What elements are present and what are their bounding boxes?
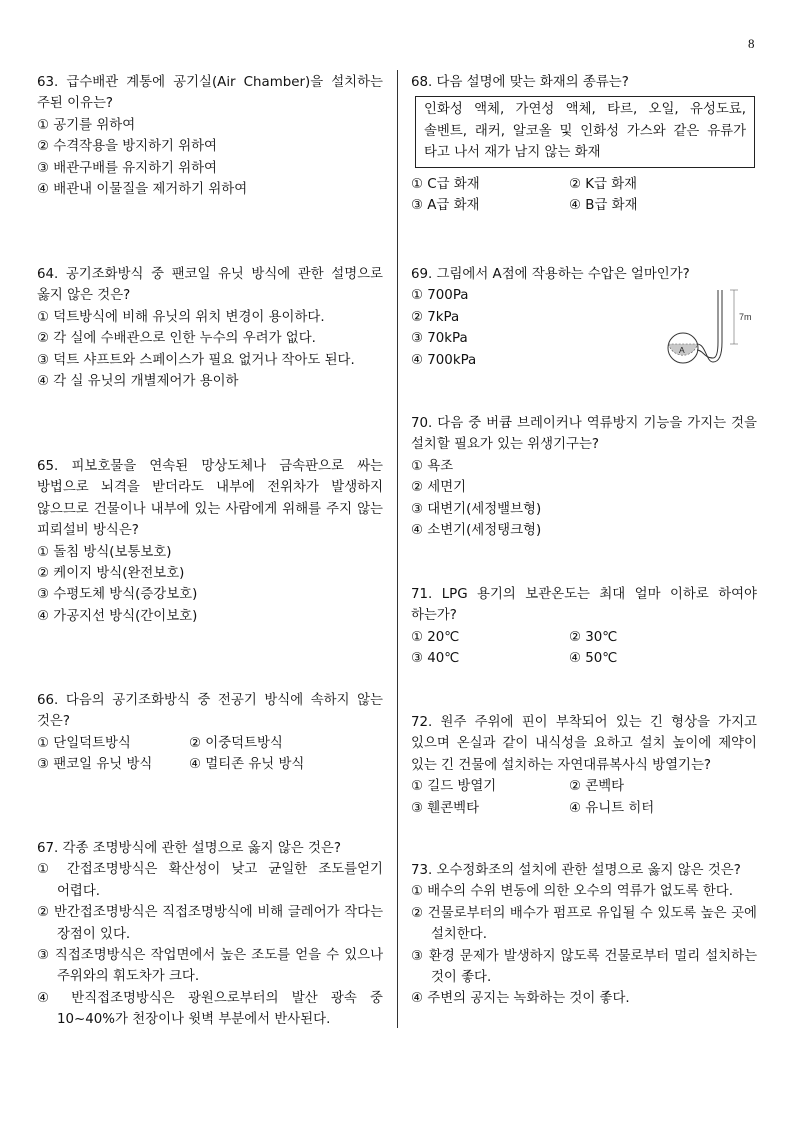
answer-option-1[interactable]: ① 공기를 위하여	[37, 117, 136, 133]
answer-option-4[interactable]: ④ 유니트 히터	[569, 800, 655, 816]
question-66	[37, 690, 383, 776]
question-stem: 71. LPG 용기의 보관온도는 최대 얼마 이하로 하여야 하는가?	[411, 587, 757, 624]
answer-option-4[interactable]: ④ 각 실 유닛의 개별제어가 용이하	[37, 374, 239, 390]
question-65	[37, 456, 383, 627]
question-stem: 73. 오수정화조의 설치에 관한 설명으로 옳지 않은 것은?	[411, 863, 741, 878]
answer-option-3[interactable]: ③ 대변기(세정밸브형)	[411, 501, 542, 517]
height-label: 7m	[739, 312, 752, 322]
answer-option-1[interactable]: ① 간접조명방식은 확산성이 낮고 균일한 조도를얻기 어렵다.	[37, 862, 383, 899]
question-64	[37, 264, 383, 392]
answer-row	[411, 195, 757, 216]
answer-option-3[interactable]: ③ 휀콘벡타	[411, 800, 480, 816]
question-stem: 69. 그림에서 A점에 작용하는 수압은 얼마인가?	[411, 267, 690, 282]
answer-option-3[interactable]: ③ 덕트 샤프트와 스페이스가 필요 없거나 작아도 된다.	[37, 352, 355, 368]
description-box: 인화성 액체, 가연성 액체, 타르, 오일, 유성도료, 솔벤트, 래커, 알코올 및 인화성 가스와 같은 유류가 타고 나서 재가 남지 않는 화재	[415, 96, 755, 167]
answer-option-2[interactable]: ② 콘벡타	[569, 779, 625, 795]
answer-option-1[interactable]: ① 돌침 방식(보통보호)	[37, 544, 172, 560]
question-stem: 64. 공기조화방식 중 팬코일 유닛 방식에 관한 설명으로 옳지 않은 것은?	[37, 267, 383, 304]
answer-option-1[interactable]: ① 20℃	[411, 629, 460, 645]
answer-option-1[interactable]: ① 욕조	[411, 458, 454, 474]
answer-option-4[interactable]: ④ 배관내 이물질을 제거하기 위하여	[37, 182, 248, 198]
answer-option-4[interactable]: ④ 50℃	[569, 651, 618, 667]
answer-option-2[interactable]: ② 건물로부터의 배수가 펌프로 유입될 수 있도록 높은 곳에 설치한다.	[411, 905, 757, 943]
answer-option-4[interactable]: ④ 주변의 공지는 녹화하는 것이 좋다.	[411, 991, 630, 1007]
question-stem: 70. 다음 중 버큠 브레이커나 역류방지 기능을 가지는 것을 설치할 필요가 있는 위생기구는?	[411, 416, 757, 453]
question-69	[411, 264, 757, 371]
question-stem: 66. 다음의 공기조화방식 중 전공기 방식에 속하지 않는 것은?	[37, 693, 383, 730]
answer-option-2[interactable]: ② 세면기	[411, 480, 467, 496]
answer-option-1[interactable]: ① 배수의 수위 변동에 의한 오수의 역류가 없도록 한다.	[411, 884, 733, 900]
question-stem: 72. 원주 주위에 핀이 부착되어 있는 긴 형상을 가지고 있으며 온실과 같이 내식성을 요하고 설치 높이에 제약이 있는 긴 건물에 설치하는 자연대류복사식 방열기는?	[411, 715, 757, 773]
answer-option-4[interactable]: ④ 멀티존 유닛 방식	[189, 757, 305, 773]
answer-option-4[interactable]: ④ 반직접조명방식은 광원으로부터의 발산 광속 중 10~40%가 천장이나 윗벽 부분에서 반사된다.	[37, 990, 383, 1028]
answer-option-1[interactable]: ① 단일덕트방식	[37, 735, 131, 751]
answer-option-3[interactable]: ③ 팬코일 유닛 방식	[37, 757, 153, 773]
answer-option-3[interactable]: ③ 70kPa	[411, 331, 468, 347]
question-67	[37, 838, 383, 1031]
answer-option-3[interactable]: ③ 환경 문제가 발생하지 않도록 건물로부터 멀리 설치하는 것이 좋다.	[411, 948, 757, 986]
answer-row	[411, 798, 757, 819]
question-73	[411, 860, 757, 1010]
answer-row	[37, 733, 383, 754]
answer-row	[411, 776, 757, 797]
answer-option-3[interactable]: ③ 직접조명방식은 작업면에서 높은 조도를 얻을 수 있으나 주위와의 휘도차가 크다.	[37, 948, 383, 985]
answer-option-4[interactable]: ④ 소변기(세정탱크형)	[411, 523, 542, 539]
answer-option-4[interactable]: ④ 700kPa	[411, 352, 477, 368]
question-72	[411, 712, 757, 819]
question-68	[411, 72, 757, 216]
answer-row	[411, 648, 757, 669]
question-70	[411, 413, 757, 541]
answer-option-2[interactable]: ② 30℃	[569, 629, 618, 645]
answer-option-4[interactable]: ④ B급 화재	[569, 198, 638, 214]
answer-row	[411, 627, 757, 648]
point-a-label: A	[679, 345, 685, 355]
answer-option-2[interactable]: ② 케이지 방식(완전보호)	[37, 566, 185, 582]
question-stem: 67. 각종 조명방식에 관한 설명으로 옳지 않은 것은?	[37, 841, 341, 856]
answer-option-4[interactable]: ④ 가공지선 방식(간이보호)	[37, 608, 198, 624]
answer-option-1[interactable]: ① 덕트방식에 비해 유닛의 위치 변경이 용이하다.	[37, 309, 325, 325]
answer-option-1[interactable]: ① 길드 방열기	[411, 779, 497, 795]
answer-option-2[interactable]: ② 반간접조명방식은 직접조명방식에 비해 글레어가 작다는 장점이 있다.	[37, 905, 383, 942]
column-divider	[397, 70, 398, 1028]
answer-option-3[interactable]: ③ 배관구배를 유지하기 위하여	[37, 160, 217, 176]
answer-option-2[interactable]: ② 수격작용을 방지하기 위하여	[37, 139, 217, 155]
answer-row	[411, 174, 757, 195]
manometer-diagram	[651, 286, 761, 366]
page-number: 8	[748, 36, 755, 51]
answer-option-3[interactable]: ③ 수평도체 방식(증강보호)	[37, 587, 198, 603]
answer-option-3[interactable]: ③ A급 화재	[411, 198, 480, 214]
answer-row	[37, 754, 383, 775]
answer-option-1[interactable]: ① 700Pa	[411, 288, 469, 304]
question-63	[37, 72, 383, 200]
answer-option-1[interactable]: ① C급 화재	[411, 176, 480, 192]
question-stem: 63. 급수배관 계통에 공기실(Air Chamber)을 설치하는 주된 이유는?	[37, 75, 383, 112]
answer-option-3[interactable]: ③ 40℃	[411, 651, 460, 667]
question-stem: 68. 다음 설명에 맞는 화재의 종류는?	[411, 75, 629, 90]
answer-option-2[interactable]: ② 7kPa	[411, 309, 460, 325]
question-stem: 65. 피보호물을 연속된 망상도체나 금속판으로 싸는 방법으로 뇌격을 받더라도 내부에 전위차가 발생하지 않으므로 건물이나 내부에 있는 사람에게 위해를 주지 않는 피뢰설비 방식은?	[37, 459, 383, 539]
answer-option-2[interactable]: ② K급 화재	[569, 176, 638, 192]
answer-option-2[interactable]: ② 각 실에 수배관으로 인한 누수의 우려가 없다.	[37, 331, 316, 347]
answer-option-2[interactable]: ② 이중덕트방식	[189, 735, 283, 751]
u-tube-inner	[697, 290, 718, 358]
question-71	[411, 584, 757, 670]
